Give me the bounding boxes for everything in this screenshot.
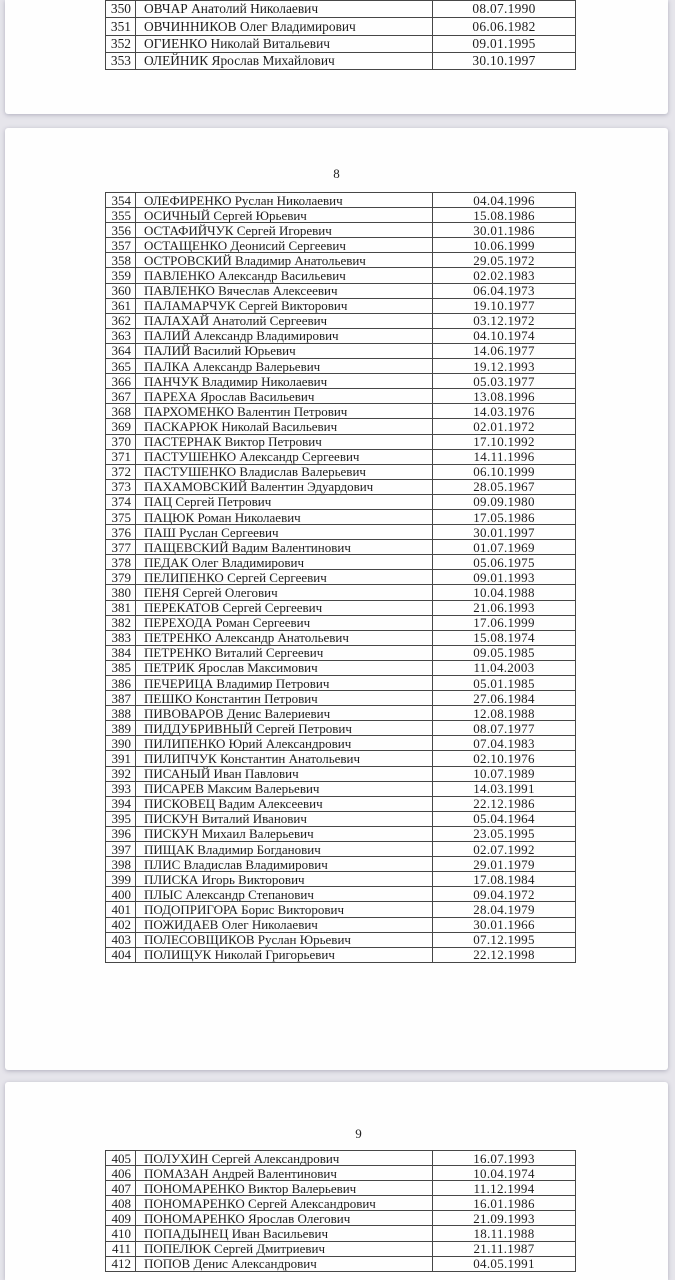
- row-date: 09.04.1972: [433, 887, 576, 902]
- row-number: 354: [106, 193, 136, 208]
- table-row: [106, 1181, 576, 1196]
- row-date: 21.09.1993: [433, 1211, 576, 1226]
- table-row: [106, 676, 576, 691]
- table-row: [106, 570, 576, 585]
- row-name: ПАРХОМЕНКО Валентин Петрович: [136, 404, 433, 419]
- row-date: 28.05.1967: [433, 479, 576, 494]
- table-row: [106, 615, 576, 630]
- row-date: 27.06.1984: [433, 691, 576, 706]
- row-date: 07.12.1995: [433, 932, 576, 947]
- row-date: 08.07.1977: [433, 721, 576, 736]
- row-number: 355: [106, 208, 136, 223]
- table-row: [106, 706, 576, 721]
- row-number: 411: [106, 1241, 136, 1256]
- row-number: 380: [106, 585, 136, 600]
- row-date: 06.06.1982: [433, 18, 576, 35]
- row-number: 361: [106, 298, 136, 313]
- row-name: ОСТАФИЙЧУК Сергей Игоревич: [136, 223, 433, 238]
- row-name: ПЕТРЕНКО Александр Анатольевич: [136, 630, 433, 645]
- row-name: ПОЛУХИН Сергей Александрович: [136, 1151, 433, 1166]
- row-number: 353: [106, 52, 136, 69]
- row-number: 369: [106, 419, 136, 434]
- row-name: ПИСКОВЕЦ Вадим Алексеевич: [136, 796, 433, 811]
- row-name: ПОНОМАРЕНКО Сергей Александрович: [136, 1196, 433, 1211]
- table-row: [106, 374, 576, 389]
- row-date: 02.02.1983: [433, 268, 576, 283]
- table-row: [106, 736, 576, 751]
- table-row: [106, 751, 576, 766]
- row-date: 29.05.1972: [433, 253, 576, 268]
- roster-table: [105, 192, 576, 963]
- row-name: ПОНОМАРЕНКО Виктор Валерьевич: [136, 1181, 433, 1196]
- row-number: 409: [106, 1211, 136, 1226]
- row-number: 393: [106, 781, 136, 796]
- row-number: 395: [106, 811, 136, 826]
- row-number: 375: [106, 509, 136, 524]
- row-date: 05.01.1985: [433, 676, 576, 691]
- row-number: 363: [106, 328, 136, 343]
- row-date: 05.06.1975: [433, 555, 576, 570]
- row-name: ПЕДАК Олег Владимирович: [136, 555, 433, 570]
- row-number: 402: [106, 917, 136, 932]
- row-number: 392: [106, 766, 136, 781]
- row-date: 02.10.1976: [433, 751, 576, 766]
- row-date: 11.12.1994: [433, 1181, 576, 1196]
- row-name: ПАСТУШЕНКО Александр Сергеевич: [136, 449, 433, 464]
- table-row: [106, 555, 576, 570]
- row-number: 398: [106, 857, 136, 872]
- row-date: 04.05.1991: [433, 1256, 576, 1271]
- row-name: ПАЛИЙ Александр Владимирович: [136, 328, 433, 343]
- row-number: 397: [106, 842, 136, 857]
- table-row: [106, 18, 576, 35]
- roster-table: [105, 0, 576, 70]
- row-date: 09.01.1993: [433, 570, 576, 585]
- row-name: ПАЛИЙ Василий Юрьевич: [136, 343, 433, 358]
- row-date: 28.04.1979: [433, 902, 576, 917]
- page-8: [5, 128, 668, 1070]
- row-date: 01.07.1969: [433, 540, 576, 555]
- row-date: 22.12.1986: [433, 796, 576, 811]
- row-date: 14.06.1977: [433, 343, 576, 358]
- row-number: 377: [106, 540, 136, 555]
- row-name: ПЛИСКА Игорь Викторович: [136, 872, 433, 887]
- table-row: [106, 691, 576, 706]
- table-row: [106, 359, 576, 374]
- page-number: 9: [355, 1126, 362, 1141]
- table-row: [106, 479, 576, 494]
- table-row: [106, 630, 576, 645]
- table-row: [106, 509, 576, 524]
- table-row: [106, 600, 576, 615]
- table-row: [106, 434, 576, 449]
- row-date: 13.08.1996: [433, 389, 576, 404]
- row-date: 08.07.1990: [433, 1, 576, 18]
- table-row: [106, 872, 576, 887]
- row-number: 391: [106, 751, 136, 766]
- table-row: [106, 494, 576, 509]
- row-date: 30.01.1997: [433, 525, 576, 540]
- row-number: 394: [106, 796, 136, 811]
- table-row: [106, 313, 576, 328]
- page-number: 8: [333, 166, 340, 181]
- row-date: 09.09.1980: [433, 494, 576, 509]
- table-row: [106, 540, 576, 555]
- row-name: ПЕЧЕРИЦА Владимир Петрович: [136, 676, 433, 691]
- row-date: 11.04.2003: [433, 660, 576, 675]
- row-number: 352: [106, 35, 136, 52]
- table-row: [106, 35, 576, 52]
- row-number: 383: [106, 630, 136, 645]
- row-number: 367: [106, 389, 136, 404]
- row-number: 386: [106, 676, 136, 691]
- row-number: 408: [106, 1196, 136, 1211]
- row-date: 14.11.1996: [433, 449, 576, 464]
- row-date: 30.10.1997: [433, 52, 576, 69]
- row-name: ПОМАЗАН Андрей Валентинович: [136, 1166, 433, 1181]
- row-number: 364: [106, 343, 136, 358]
- table-row: [106, 283, 576, 298]
- row-name: ПИВОВАРОВ Денис Валериевич: [136, 706, 433, 721]
- row-number: 376: [106, 525, 136, 540]
- row-date: 05.03.1977: [433, 374, 576, 389]
- row-name: ПАЦ Сергей Петрович: [136, 494, 433, 509]
- row-name: ПАСТУШЕНКО Владислав Валерьевич: [136, 464, 433, 479]
- row-name: ПАЛАМАРЧУК Сергей Викторович: [136, 298, 433, 313]
- row-name: ПОПОВ Денис Александрович: [136, 1256, 433, 1271]
- row-date: 21.06.1993: [433, 600, 576, 615]
- row-number: 366: [106, 374, 136, 389]
- row-number: 373: [106, 479, 136, 494]
- row-date: 17.08.1984: [433, 872, 576, 887]
- table-row: [106, 1, 576, 18]
- row-date: 09.01.1995: [433, 35, 576, 52]
- row-date: 15.08.1974: [433, 630, 576, 645]
- row-name: ПОЛЕСОВЩИКОВ Руслан Юрьевич: [136, 932, 433, 947]
- row-date: 29.01.1979: [433, 857, 576, 872]
- row-name: ОГИЕНКО Николай Витальевич: [136, 35, 433, 52]
- row-date: 17.10.1992: [433, 434, 576, 449]
- row-date: 02.01.1972: [433, 419, 576, 434]
- row-name: ПИСКУН Михаил Валерьевич: [136, 826, 433, 841]
- table-row: [106, 947, 576, 962]
- row-name: ПЕНЯ Сергей Олегович: [136, 585, 433, 600]
- row-name: ОСИЧНЫЙ Сергей Юрьевич: [136, 208, 433, 223]
- row-name: ОЛЕФИРЕНКО Руслан Николаевич: [136, 193, 433, 208]
- row-name: ПИСКУН Виталий Иванович: [136, 811, 433, 826]
- row-name: ПАЩЕВСКИЙ Вадим Валентинович: [136, 540, 433, 555]
- row-date: 15.08.1986: [433, 208, 576, 223]
- row-number: 403: [106, 932, 136, 947]
- row-number: 382: [106, 615, 136, 630]
- row-name: ПАЛАХАЙ Анатолий Сергеевич: [136, 313, 433, 328]
- row-name: ПИЛИПЕНКО Юрий Александрович: [136, 736, 433, 751]
- row-date: 06.10.1999: [433, 464, 576, 479]
- row-date: 10.04.1988: [433, 585, 576, 600]
- row-date: 04.10.1974: [433, 328, 576, 343]
- row-name: ПАНЧУК Владимир Николаевич: [136, 374, 433, 389]
- row-name: ПОЖИДАЕВ Олег Николаевич: [136, 917, 433, 932]
- table-row: [106, 842, 576, 857]
- row-date: 04.04.1996: [433, 193, 576, 208]
- row-name: ПИСАНЫЙ Иван Павлович: [136, 766, 433, 781]
- row-number: 396: [106, 826, 136, 841]
- row-name: ПАХАМОВСКИЙ Валентин Эдуардович: [136, 479, 433, 494]
- row-number: 368: [106, 404, 136, 419]
- row-number: 412: [106, 1256, 136, 1271]
- row-number: 406: [106, 1166, 136, 1181]
- row-date: 12.08.1988: [433, 706, 576, 721]
- row-date: 02.07.1992: [433, 842, 576, 857]
- table-row: [106, 781, 576, 796]
- row-number: 374: [106, 494, 136, 509]
- row-date: 19.12.1993: [433, 359, 576, 374]
- row-number: 384: [106, 645, 136, 660]
- row-number: 407: [106, 1181, 136, 1196]
- row-date: 22.12.1998: [433, 947, 576, 962]
- row-date: 19.10.1977: [433, 298, 576, 313]
- row-number: 351: [106, 18, 136, 35]
- row-name: ПЛЫС Александр Степанович: [136, 887, 433, 902]
- table-row: [106, 660, 576, 675]
- table-row: [106, 1256, 576, 1271]
- row-name: ПАРЕХА Ярослав Васильевич: [136, 389, 433, 404]
- row-name: ПОЛИЩУК Николай Григорьевич: [136, 947, 433, 962]
- row-name: ПЕШКО Константин Петрович: [136, 691, 433, 706]
- page-9-top-fragment: [5, 1082, 668, 1280]
- row-date: 10.06.1999: [433, 238, 576, 253]
- table-row: [106, 917, 576, 932]
- table-row: [106, 811, 576, 826]
- table-row: [106, 223, 576, 238]
- row-name: ПИДДУБРИВНЫЙ Сергей Петрович: [136, 721, 433, 736]
- row-number: 385: [106, 660, 136, 675]
- row-name: ПИСАРЕВ Максим Валерьевич: [136, 781, 433, 796]
- row-name: ПАВЛЕНКО Вячеслав Алексеевич: [136, 283, 433, 298]
- table-row: [106, 253, 576, 268]
- row-number: 379: [106, 570, 136, 585]
- table-row: [106, 464, 576, 479]
- table-row: [106, 404, 576, 419]
- row-name: ПИЛИПЧУК Константин Анатольевич: [136, 751, 433, 766]
- row-number: 350: [106, 1, 136, 18]
- row-date: 09.05.1985: [433, 645, 576, 660]
- row-number: 389: [106, 721, 136, 736]
- row-date: 18.11.1988: [433, 1226, 576, 1241]
- table-row: [106, 238, 576, 253]
- row-number: 371: [106, 449, 136, 464]
- table-row: [106, 449, 576, 464]
- row-name: ПАВЛЕНКО Александр Васильевич: [136, 268, 433, 283]
- row-number: 390: [106, 736, 136, 751]
- table-row: [106, 193, 576, 208]
- row-name: ПОПЕЛЮК Сергей Дмитриевич: [136, 1241, 433, 1256]
- table-row: [106, 1211, 576, 1226]
- row-number: 370: [106, 434, 136, 449]
- table-row: [106, 328, 576, 343]
- table-row: [106, 1166, 576, 1181]
- table-row: [106, 887, 576, 902]
- row-date: 10.07.1989: [433, 766, 576, 781]
- row-number: 360: [106, 283, 136, 298]
- row-name: ПОДОПРИГОРА Борис Викторович: [136, 902, 433, 917]
- row-date: 23.05.1995: [433, 826, 576, 841]
- row-number: 387: [106, 691, 136, 706]
- row-number: 405: [106, 1151, 136, 1166]
- row-name: ПАЛКА Александр Валерьевич: [136, 359, 433, 374]
- row-date: 17.05.1986: [433, 509, 576, 524]
- row-number: 388: [106, 706, 136, 721]
- row-date: 21.11.1987: [433, 1241, 576, 1256]
- table-row: [106, 525, 576, 540]
- row-name: ПАСКАРЮК Николай Васильевич: [136, 419, 433, 434]
- row-date: 03.12.1972: [433, 313, 576, 328]
- row-number: 358: [106, 253, 136, 268]
- row-date: 14.03.1976: [433, 404, 576, 419]
- row-name: ПОПАДЫНЕЦ Иван Васильевич: [136, 1226, 433, 1241]
- row-date: 10.04.1974: [433, 1166, 576, 1181]
- row-name: ПАЦЮК Роман Николаевич: [136, 509, 433, 524]
- table-row: [106, 1151, 576, 1166]
- row-name: ОСТРОВСКИЙ Владимир Анатольевич: [136, 253, 433, 268]
- row-number: 401: [106, 902, 136, 917]
- table-row: [106, 389, 576, 404]
- row-name: ПИЩАК Владимир Богданович: [136, 842, 433, 857]
- row-date: 07.04.1983: [433, 736, 576, 751]
- row-date: 17.06.1999: [433, 615, 576, 630]
- table-row: [106, 52, 576, 69]
- row-name: ПЕЛИПЕНКО Сергей Сергеевич: [136, 570, 433, 585]
- row-number: 362: [106, 313, 136, 328]
- row-number: 410: [106, 1226, 136, 1241]
- table-row: [106, 1196, 576, 1211]
- row-date: 16.07.1993: [433, 1151, 576, 1166]
- table-row: [106, 826, 576, 841]
- table-row: [106, 645, 576, 660]
- row-number: 359: [106, 268, 136, 283]
- row-number: 365: [106, 359, 136, 374]
- row-name: ОВЧИННИКОВ Олег Владимирович: [136, 18, 433, 35]
- table-row: [106, 796, 576, 811]
- row-name: ОВЧАР Анатолий Николаевич: [136, 1, 433, 18]
- row-date: 16.01.1986: [433, 1196, 576, 1211]
- table-row: [106, 268, 576, 283]
- row-name: ПАСТЕРНАК Виктор Петрович: [136, 434, 433, 449]
- table-row: [106, 766, 576, 781]
- table-row: [106, 857, 576, 872]
- table-row: [106, 343, 576, 358]
- row-number: 381: [106, 600, 136, 615]
- row-date: 06.04.1973: [433, 283, 576, 298]
- row-date: 14.03.1991: [433, 781, 576, 796]
- row-number: 400: [106, 887, 136, 902]
- table-row: [106, 208, 576, 223]
- row-number: 356: [106, 223, 136, 238]
- row-name: ПОНОМАРЕНКО Ярослав Олегович: [136, 1211, 433, 1226]
- row-date: 05.04.1964: [433, 811, 576, 826]
- row-name: ОСТАЩЕНКО Деонисий Сергеевич: [136, 238, 433, 253]
- row-name: ПЛИС Владислав Владимирович: [136, 857, 433, 872]
- row-number: 372: [106, 464, 136, 479]
- row-name: ОЛЕЙНИК Ярослав Михайлович: [136, 52, 433, 69]
- table-row: [106, 932, 576, 947]
- row-name: ПЕРЕХОДА Роман Сергеевич: [136, 615, 433, 630]
- row-date: 30.01.1966: [433, 917, 576, 932]
- table-row: [106, 721, 576, 736]
- table-row: [106, 902, 576, 917]
- row-name: ПАШ Руслан Сергеевич: [136, 525, 433, 540]
- table-row: [106, 1241, 576, 1256]
- table-row: [106, 1226, 576, 1241]
- row-name: ПЕТРИК Ярослав Максимович: [136, 660, 433, 675]
- row-name: ПЕРЕКАТОВ Сергей Сергеевич: [136, 600, 433, 615]
- table-row: [106, 298, 576, 313]
- row-number: 378: [106, 555, 136, 570]
- table-row: [106, 419, 576, 434]
- row-date: 30.01.1986: [433, 223, 576, 238]
- page-7-bottom-fragment: [5, 0, 668, 114]
- table-row: [106, 585, 576, 600]
- row-number: 404: [106, 947, 136, 962]
- row-number: 357: [106, 238, 136, 253]
- row-number: 399: [106, 872, 136, 887]
- roster-table: [105, 1150, 576, 1272]
- row-name: ПЕТРЕНКО Виталий Сергеевич: [136, 645, 433, 660]
